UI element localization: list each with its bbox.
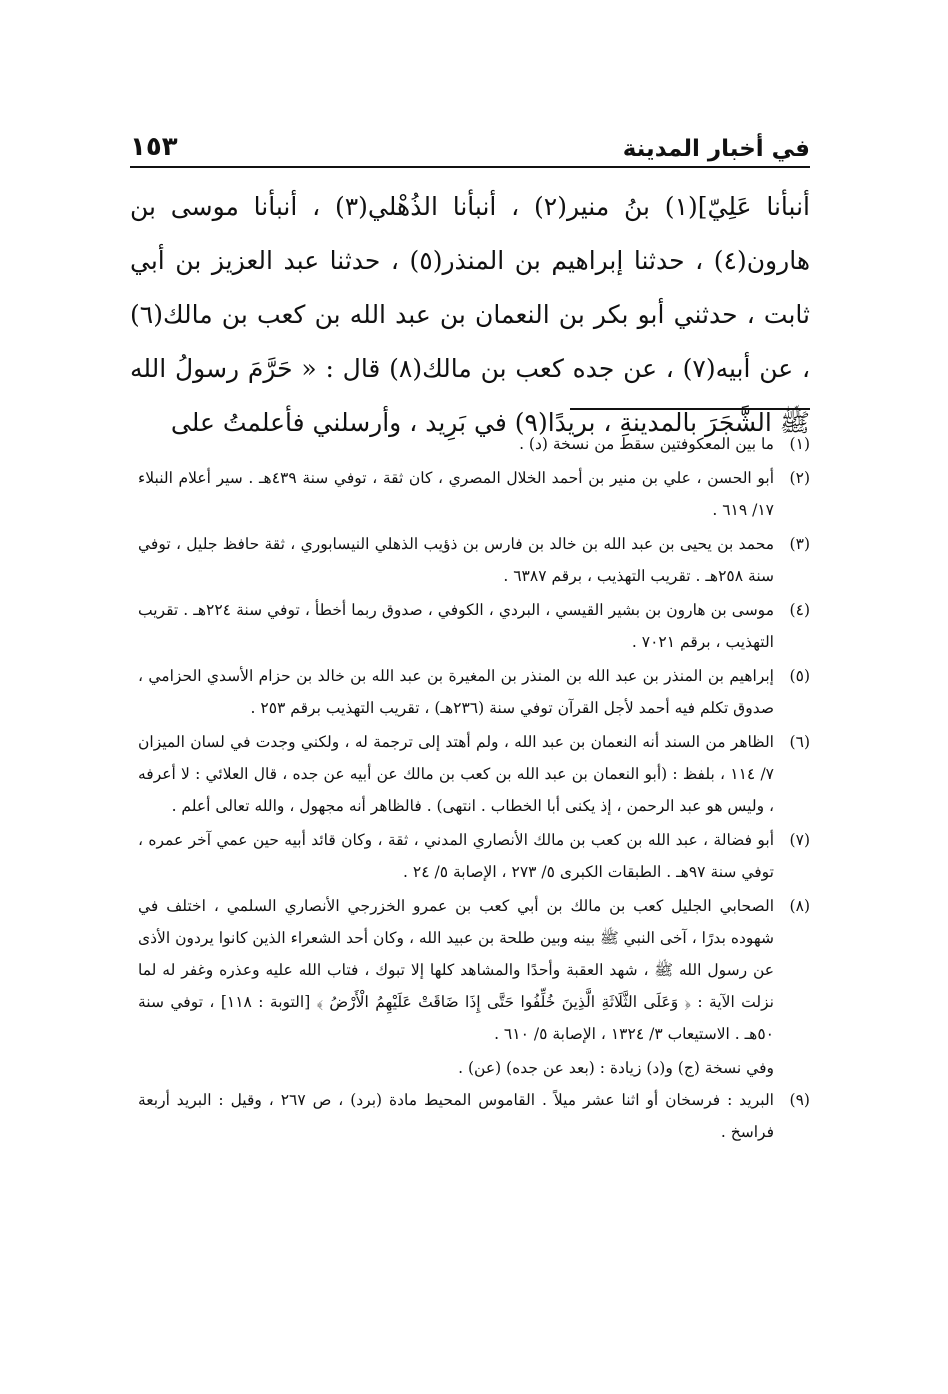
footnote-3 (138, 528, 810, 592)
main-text: أنبأنا عَلِيّ](١) بنُ منير(٢) ، أنبأنا الذُهْلي(٣) ، أنبأنا موسى بن هارون(٤) ، حدثنا إبراهيم بن المنذر(٥) ، حدثنا عبد العزيز بن أبي ثابت ، حدثني أبو بكر بن النعمان بن عبد الله بن كعب بن مالك(٦) ، عن أبيه(٧) ، عن جده كعب بن مالك(٨) قال : « حَرَّمَ رسولُ الله ﷺ الشَّجَرَ بالمدينةِ ، بريدًا(٩) في بَرِيد ، وأرسلني فأعلمتُ على (130, 192, 811, 437)
footnote-number: (٩) (789, 1091, 810, 1109)
footnotes-list (138, 428, 810, 1150)
footnote-1 (138, 428, 810, 460)
footnote-text: أبو الحسن ، علي بن منير بن أحمد الخلال المصري ، كان ثقة ، توفي سنة ٤٣٩هـ . سير أعلام النبلاء ١٧/ ٦١٩ . (138, 469, 774, 519)
page-number: ١٥٣ (130, 132, 178, 162)
footnote-8 (138, 890, 810, 1050)
footnote-number: (٨) (789, 897, 810, 915)
footnote-number: (١) (789, 435, 810, 453)
footnote-8-continuation: وفي نسخة (ج) و(د) زيادة : (بعد عن جده) (عن) . (458, 1059, 774, 1077)
footnote-text: أبو فضالة ، عبد الله بن كعب بن مالك الأنصاري المدني ، ثقة ، وكان قائد أبيه حين عمي آخر عمره ، توفي سنة ٩٧هـ . الطبقات الكبرى ٥/ ٢٧٣ ، الإصابة ٥/ ٢٤ . (138, 831, 774, 881)
footnote-9 (138, 1084, 810, 1148)
footnote-number: (٧) (789, 831, 810, 849)
footnote-7 (138, 824, 810, 888)
footnote-number: (٢) (789, 469, 810, 487)
footnote-6 (138, 726, 810, 822)
footnote-separator (570, 408, 810, 410)
footnote-number: (٦) (789, 733, 810, 751)
footnote-text: إبراهيم بن المنذر بن عبد الله بن المنذر بن المغيرة بن عبد الله بن خالد بن حزام الأسدي الحزامي ، صدوق تكلم فيه أحمد لأجل القرآن توفي سنة (٢٣٦هـ) ، تقريب التهذيب برقم ٢٥٣ . (138, 667, 774, 717)
footnote-number: (٣) (789, 535, 810, 553)
footnote-4 (138, 594, 810, 658)
footnote-5 (138, 660, 810, 724)
running-title: في أخبار المدينة (622, 136, 810, 162)
footnote-text: محمد بن يحيى بن عبد الله بن خالد بن فارس بن ذؤيب الذهلي النيسابوري ، ثقة حافظ جليل ، توفي سنة ٢٥٨هـ . تقريب التهذيب ، برقم ٦٣٨٧ . (138, 535, 774, 585)
footnote-2 (138, 462, 810, 526)
page-header (130, 118, 810, 168)
footnote-text: الظاهر من السند أنه النعمان بن عبد الله ، ولم أهتد إلى ترجمة له ، ولكني وجدت في لسان الميزان ٧/ ١١٤ ، بلفظ : (أبو النعمان بن عبد الله بن كعب بن مالك عن أبيه عن جده ، قال العلائي : لا أعرفه ، وليس هو عبد الرحمن ، إذ يكنى أبا الخطاب . انتهى) . فالظاهر أنه مجهول ، والله تعالى أعلم . (138, 733, 774, 815)
footnote-text: ما بين المعكوفتين سقط من نسخة (د) . (519, 435, 774, 453)
footnote-text: موسى بن هارون بن بشير القيسي ، البردي ، الكوفي ، صدوق ربما أخطأ ، توفي سنة ٢٢٤هـ . تقريب التهذيب ، برقم ٧٠٢١ . (138, 601, 774, 651)
footnote-text: البريد : فرسخان أو اثنا عشر ميلاً . القاموس المحيط مادة (برد) ، ص ٢٦٧ ، وقيل : البريد أربعة فراسخ . (138, 1091, 774, 1141)
footnote-number: (٤) (789, 601, 810, 619)
footnote-text: الصحابي الجليل كعب بن مالك بن أبي كعب بن عمرو الخزرجي الأنصاري السلمي ، اختلف في شهوده بدرًا ، آخى النبي ﷺ بينه وبين طلحة بن عبيد الله ، وكان أحد الشعراء الذين كانوا يردون الأذى عن رسول الله ﷺ ، شهد العقبة وأحدًا والمشاهد كلها إلا تبوك ، فتاب الله عليه وعذره وغفر له لما نزلت الآية : ﴿ وَعَلَى الثَّلَاثَةِ الَّذِينَ خُلِّفُوا حَتَّى إِذَا ضَاقَتْ عَلَيْهِمُ الْأَرْضُ ﴾ [التوبة : ١١٨] ، توفي سنة ٥٠هـ . الاستيعاب ٣/ ١٣٢٤ ، الإصابة ٥/ ٦١٠ . (138, 897, 774, 1043)
footnote-number: (٥) (789, 667, 810, 685)
